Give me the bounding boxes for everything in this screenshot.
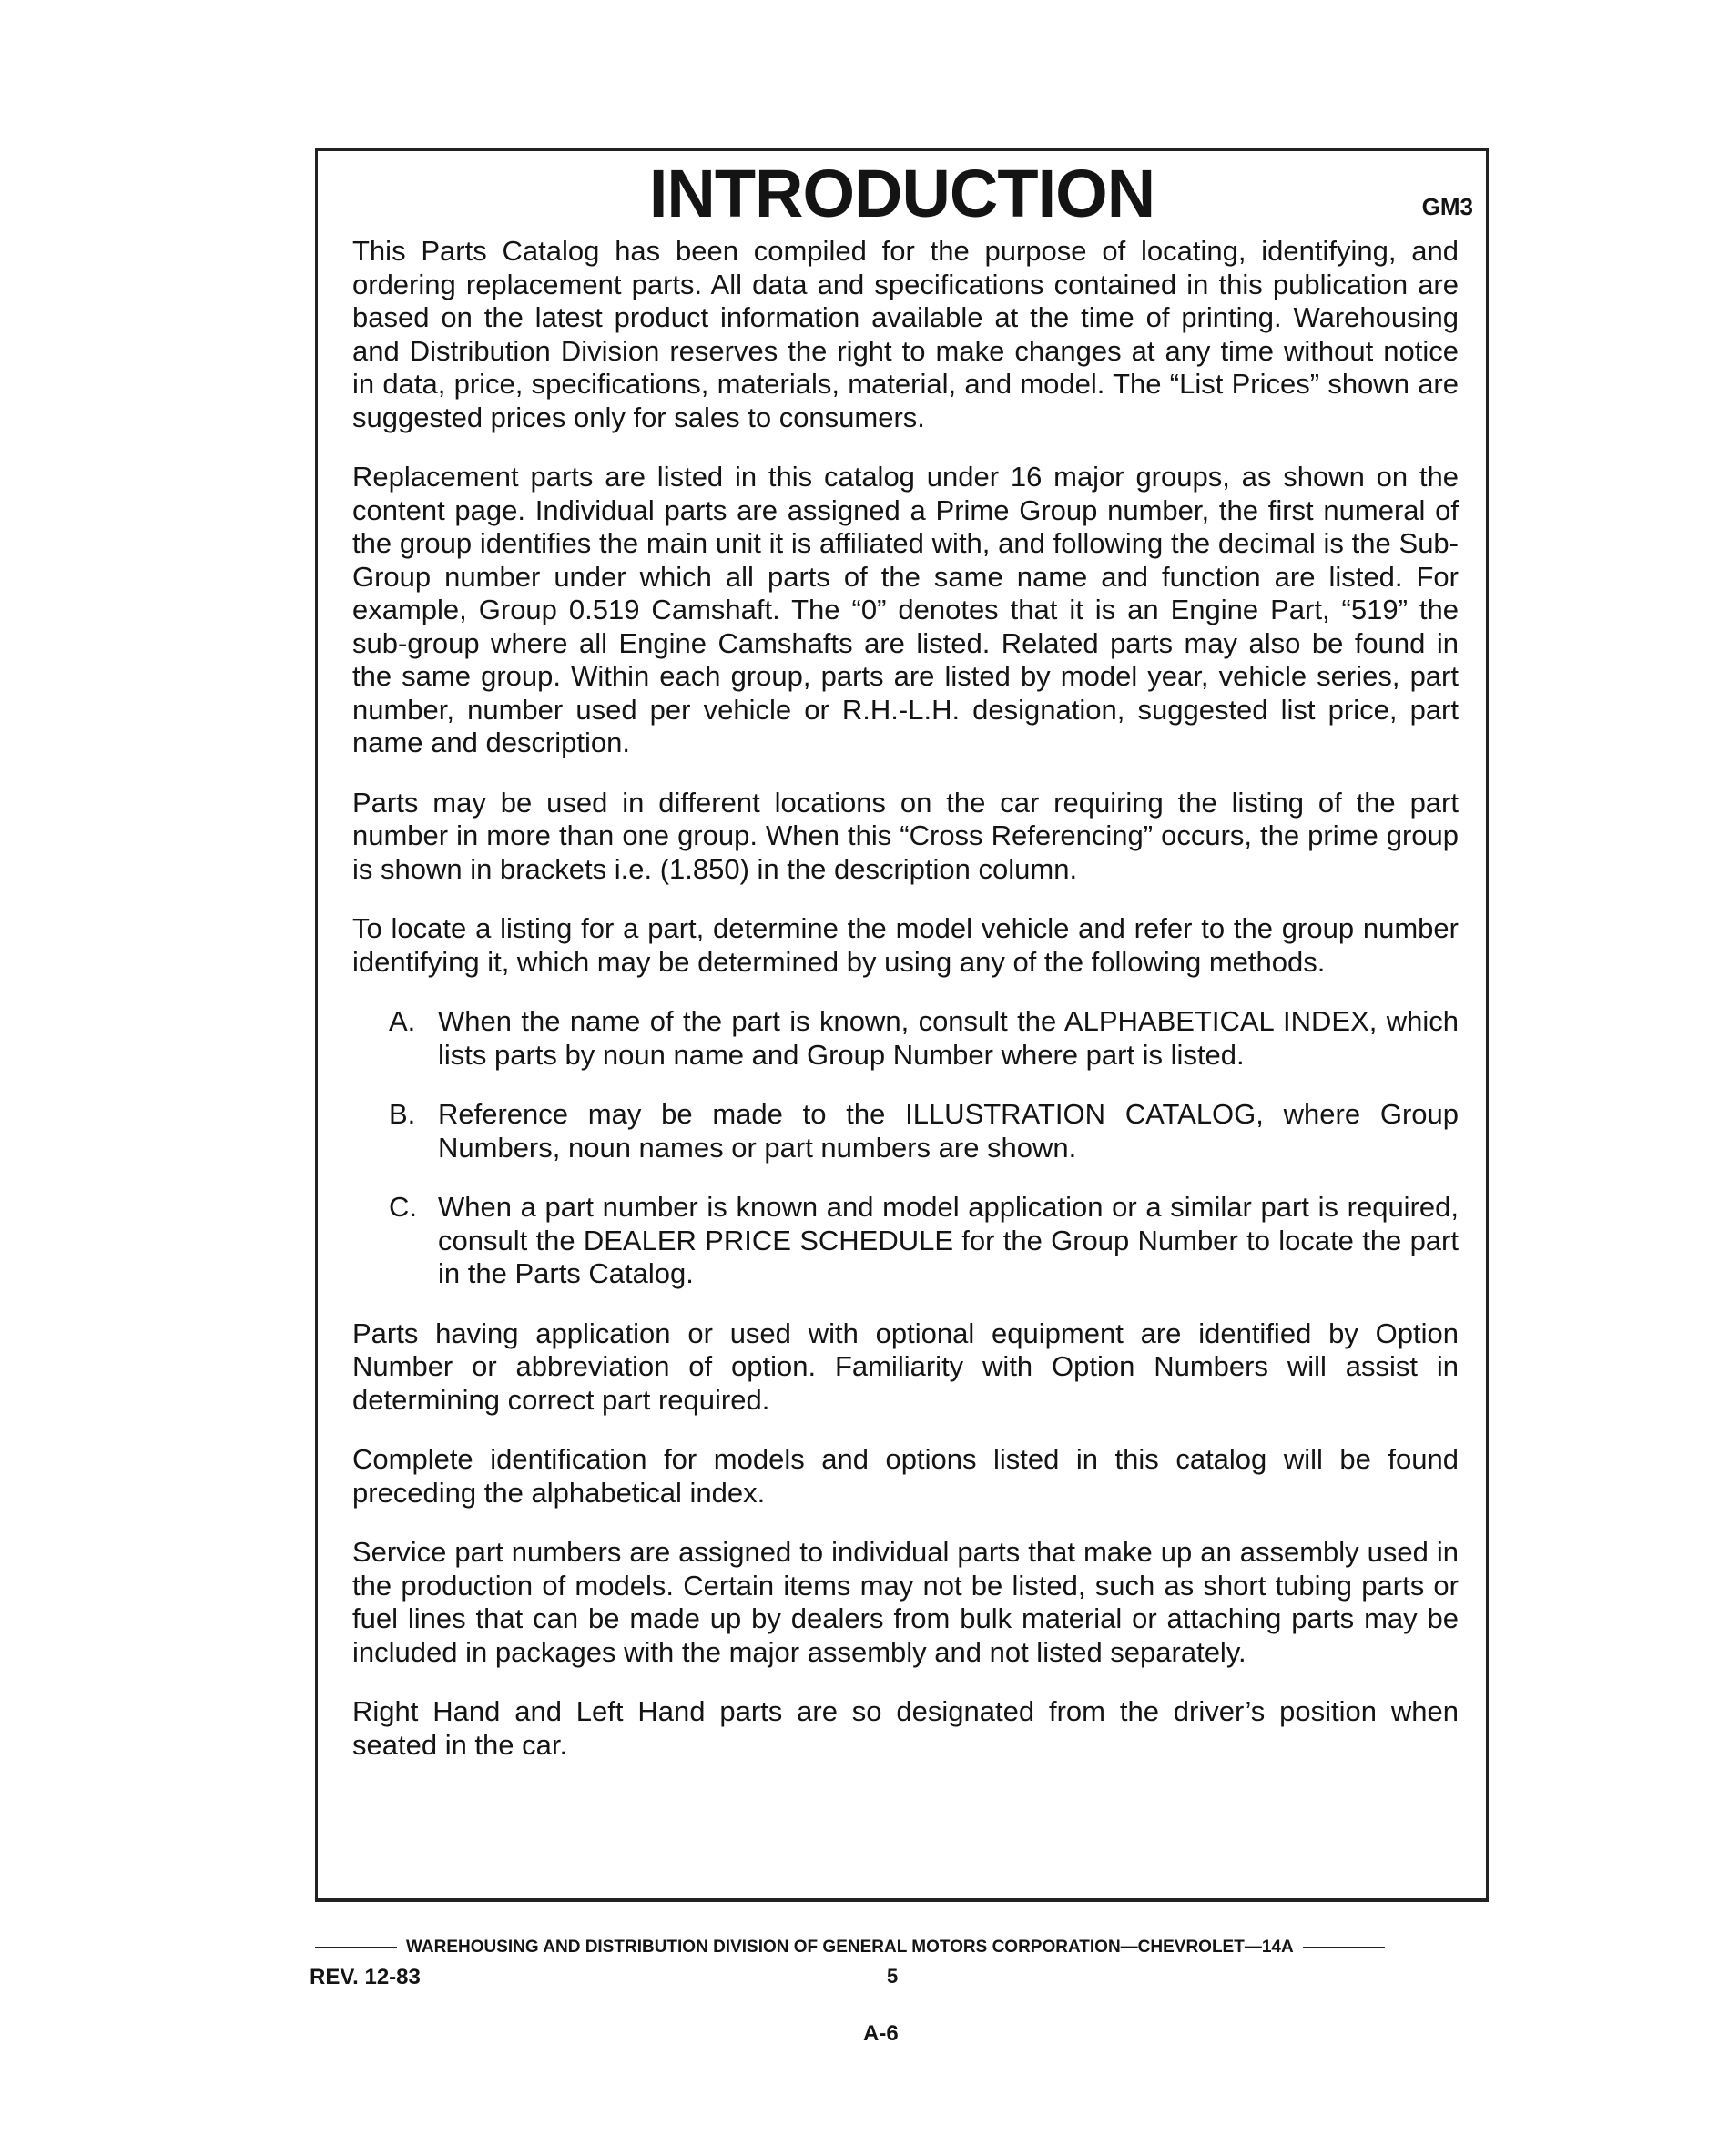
list-text: Reference may be made to the ILLUSTRATION CATALOG, where Group Numbers, noun names or part numbers are shown. [438, 1098, 1459, 1164]
paragraph-locating: To locate a listing for a part, determine the model vehicle and refer to the group number identifying it, which may be determined by using any of the following methods. [352, 912, 1459, 978]
list-item-c [352, 1191, 1459, 1291]
list-text: When a part number is known and model application or a similar part is required, consult the DEALER PRICE SCHEDULE for the Group Number to locate the part in the Parts Catalog. [438, 1191, 1459, 1289]
page-title: INTRODUCTION [648, 156, 1155, 231]
paragraph-options: Parts having application or used with optional equipment are identified by Option Number or abbreviation of option. Familiarity with Option Numbers will assist in determining correct part required. [352, 1317, 1459, 1416]
footer-line [315, 1937, 1489, 1958]
footer-publisher: WAREHOUSING AND DISTRIBUTION DIVISION OF GENERAL MOTORS CORPORATION—CHEVROLET—14A [406, 1937, 1294, 1957]
page-code: A-6 [863, 2021, 899, 2046]
paragraph-service-parts: Service part numbers are assigned to individual parts that make up an assembly used in the production of models. Certain items may not be listed, such as short tubing parts or fuel lines that can be made up by dealers from bulk material or attaching parts may be included in packages with the major assembly and not listed separately. [352, 1536, 1459, 1668]
introduction-box [315, 148, 1489, 1902]
list-letter: A. [389, 1005, 416, 1037]
list-item-b [352, 1098, 1459, 1164]
body-text [352, 235, 1459, 1788]
paragraph-groups: Replacement parts are listed in this catalog under 16 major groups, as shown on the content page. Individual parts are assigned a Prime Group number, the first numeral of the group identifies the main unit it is affiliated with, and following the decimal is the Sub-Group number under which all parts of the same name and function are listed. For example, Group 0.519 Camshaft. The “0” denotes that it is an Engine Part, “519” the sub-group where all Engine Camshafts are listed. Related parts may also be found in the same group. Within each group, parts are listed by model year, vehicle series, part number, number used per vehicle or R.H.-L.H. designation, suggested list price, part name and description. [352, 461, 1459, 758]
footer-rule-right [1303, 1947, 1385, 1948]
list-letter: B. [389, 1098, 416, 1130]
list-item-a [352, 1005, 1459, 1072]
paragraph-hand-designation: Right Hand and Left Hand parts are so designated from the driver’s position when seated in the car. [352, 1695, 1459, 1761]
footer-rule-left [315, 1947, 397, 1948]
list-text: When the name of the part is known, consult the ALPHABETICAL INDEX, which lists parts by noun name and Group Number where part is listed. [438, 1005, 1459, 1071]
page-number: 5 [887, 1965, 899, 1988]
list-letter: C. [389, 1191, 417, 1223]
paragraph-cross-referencing: Parts may be used in different locations on the car requiring the listing of the part number in more than one group. When this “Cross Referencing” occurs, the prime group is shown in brackets i.e. (1.850) in the description column. [352, 786, 1459, 885]
section-code: GM3 [1421, 193, 1473, 220]
revision-date: REV. 12-83 [310, 1965, 421, 1989]
paragraph-identification: Complete identification for models and options listed in this catalog will be found preceding the alphabetical index. [352, 1443, 1459, 1509]
paragraph-purpose: This Parts Catalog has been compiled for the purpose of locating, identifying, and ordering replacement parts. All data and specifications contained in this publication are based on the latest product information available at the time of printing. Warehousing and Distribution Division reserves the right to make changes at any time without notice in data, price, specifications, materials, material, and model. The “List Prices” shown are suggested prices only for sales to consumers. [352, 235, 1459, 433]
